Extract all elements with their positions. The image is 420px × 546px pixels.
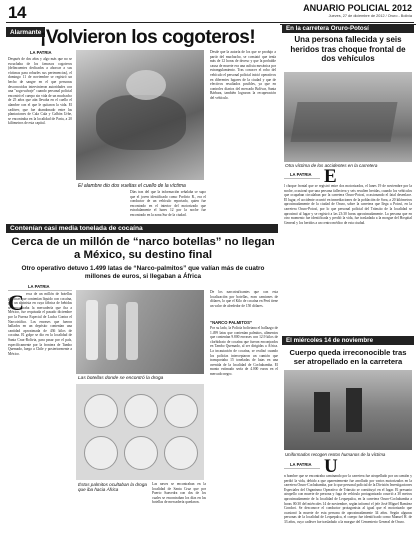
story1-column-1: Después de dos años y algo más que no se escuchaba de los famosos cogoteros (delincuentes dedicados a ahorcar a sus víctimas para robarles sus pertenencias), el domingo 11 de noviembre se registró un hecho de sangre en el que personas desconocidas intervinieron autoridades con una "soga-salvaje" cuando personal policial encontró el cuerpo sin vida de un muchacho de 25 años que aún llevaba en el cuello el alambre con el que le quitaron la vida. El cadáver, que fue abandonado entre las plantaciones de Cala Cala y Calbón Urbe, se encontraba en la localidad de Paria, a 20 kilómetros de esta capital. [8,57,72,126]
sidebar2-photo-caption: Uniformados recogen restos humanos de la víctima [285,452,386,457]
sidebar2-byline: LA PATRIA [290,462,312,467]
story2-photo-palmitos [76,384,204,480]
story1-byline: LA PATRIA [30,50,52,55]
header-rule [6,22,414,23]
story1-column-3: Desde que la autoría de los que se produjo a partir del muchacho, se constató que tenía más de 12 horas de deceso y que la probable causa de muerte era una asfixia mecánica por estrangulamiento. Tras conocer el robo del vehículo el personal policial inició operativos en diferentes lugares de la ciudad y que de efectivos resultados posibles, ya que en controles diarios del mercado Bolívar, Santa Bárbara, también lograron la recuperación del vehículo. [210,50,276,100]
dateline: Jueves, 27 de diciembre de 2012 / Oruro - Bolivia [328,14,412,18]
sidebar2-dropcap: U [324,456,338,477]
sidebar1-byline-rule [284,178,320,179]
story1-headline: ¡Volvieron los cogoteros! [40,27,256,48]
story1-column-2: Días tras del que la información señalaba se supo que el joven identificado como Porfirio R., era el conductor de un vehículo reportado, quien fue encontrado en el interior del motorizado que estrafalamente el lunes 12 por la noche fue encontrado en la zona Sur de la ciudad. [130,190,206,217]
sidebar2-byline-rule [284,468,320,469]
story2-column-3-intro: De los narcotraficantes que con esta localización por botellas, eran camiones de dólares, lo que el Kilo de cocaína en Perú tiene un valor de alrededor de 150 dólares. [210,290,278,308]
sidebar1-body: l choque frontal que se registró entre dos motorizados, el lunes 19 de noviembre por la noche, ocasionó que una persona falleciera y seis resulten heridas, cuando los vehículos que ocupaban circulaban por la carretera Oruro-Potosí, ocasionando el fatal desenlace. El lugar, el accidente ocurrió en inmediaciones de la población de Sora, a 20 kilómetros aproximadamente de la ciudad de Oruro, sobre la carretera que llega a Potosí, en la carretera Oruro-Potosí, por lo que personal policial del Tránsito de la localidad se aproximó al lugar y se registró a las 23:30 horas aproximadamente. La persona que en otro momento fue identificada y perdió la vida, fue trasladada a la morgue del Hospital General y los heridos a un centro médico de esta ciudad. [284,184,412,225]
story2-photo-palmitos-caption: Éstos palmitos ocultaban la droga que iba hacia África [78,482,147,493]
story2-dropcap: C [8,290,24,315]
sidebar2-headline: Cuerpo queda irreconocible tras ser atropellado en la carretera [289,348,407,366]
sidebar1-photo [284,72,412,162]
story2-kicker: Contenían casi media tonelada de cocaína [6,224,278,233]
sidebar1-dropcap: E [324,166,337,187]
story2-column-1: erca de un millón de botellas plásticas que contenían líquido con cocaína, por un alpinista en cuya fábrica de bebidas se encontraba la mercadería que iba a México, fue requisada el pasado diciembre por la Fuerza Especial de Lucha Contra el Narcotráfico. Los envases que fueron hallados en un depósito contenían una cantidad aproximada de 436 kilos de cocaína. El golpe se dio en la localidad de Santa Cruz-Bolivia, para pasar por el país, específicamente por la frontera de Tambo Quemado, luego a Chile y posteriormente a México. [8,292,72,356]
story1-kicker: Alarmante [6,27,45,37]
story2-column-3-subhead: “NARCO PALMITOS” [210,320,252,325]
story2-column-2: Las naves se encontraban en la localidad de Santa Cruz que por Puerto Saavedra con dos de los cuales se encontraban los días en las botellas de mercadería quedaron. [152,482,206,505]
sidebar1-byline: LA PATRIA [290,172,312,177]
story1-photo [76,50,204,180]
sidebar1-photo-caption: Otra víctima de los accidentes en la carretera [285,163,378,168]
story2-deck: Otro operativo detuvo 1.499 latas de “Narco-palmitos” que valían más de cuatro millones de euros, si llegaban a África [21,265,265,280]
sidebar1-headline: Una persona fallecida y seis heridos tras choque frontal de dos vehículos [290,35,406,63]
sidebar2-photo [284,370,412,450]
story2-headline: Cerca de un millón de “narco botellas” no llegan a México, su destino final [11,236,275,261]
sidebar1-kicker: En la carretera Oruro-Potosí [282,24,414,33]
newspaper-title: ANUARIO POLICIAL 2012 [303,3,412,13]
page-number: 14 [8,3,26,22]
sidebar2-kicker: El miércoles 14 de noviembre [282,336,414,345]
sidebar2-body: n hombre que se encontraba caminando por la carretera fue atropellado por un camión y perdió la vida, debido a que aparentemente fue arrollado por varios motorizados en la carretera Oruro-Cochabamba, por lo que personal policial de la División Investigaciones Especiales del Organismo Operativo de Tránsito se constituyó en el lugar. El presunto atropello con muerte de persona y fuga de vehículo protagonizado ocurrió a 30 metros aproximadamente de la localidad de Lequepalca, en la carretera Oruro-Cochabamba a horas 00:30 del miércoles 14 de noviembre, según informó el jefe José Miguel Ramírez Condori. Se desconoce el conductor protagonista al igual que el motorizado que ocasionó la muerte de esta persona de aproximadamente 34 años. Según algunas personas de la localidad de Lequepalca, el cuerpo fue identificado como Manuel H. de 33 años, cuyo cadáver fue trasladado a la morgue del Cementerio General de Oruro. [284,474,412,524]
story2-byline: LA PATRIA [28,284,50,289]
story1-photo-caption: El alambre dio dos vueltas el cuello de la víctima [78,183,186,189]
story2-photo-bottles [76,290,204,374]
story2-photo-bottles-caption: Las botellas donde se encontró la droga [78,376,164,381]
story2-column-3: Por su lado, la Policía boliviana el hallazgo de 1.499 latas que contenían palmitos, alimentos que contenían 9.800 envases con 12.9 kilos de clorhidrato de cocaína que fueron encontrados en Tambo Quemado, al ser dirigidas a África. La incautación de cocaína, se realizó cuando los policías interceptaron un camión que transportaba 15 toneladas de latas en una avenida de la localidad de Cochabamba. El monto estimado sería de 4.000 euros en el mercado negro. [210,326,278,376]
